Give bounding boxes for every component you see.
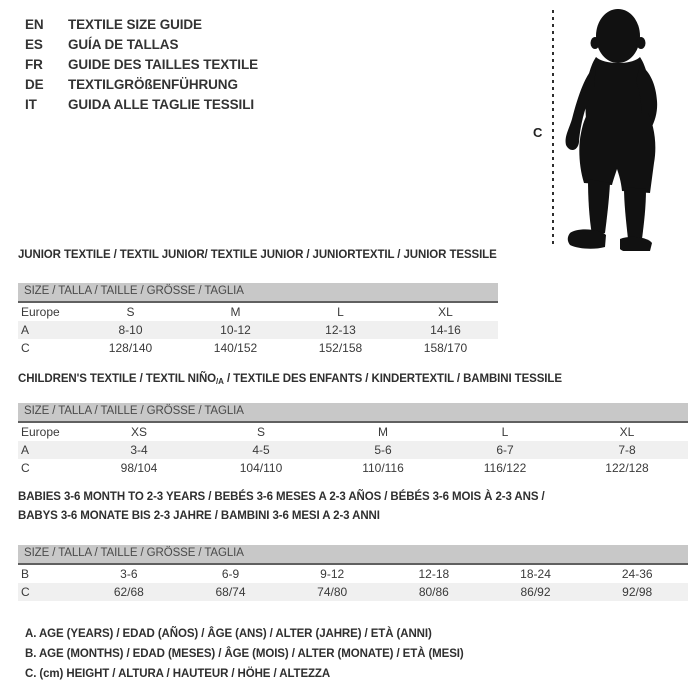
table-row [18, 583, 688, 601]
row-label: A [21, 443, 30, 457]
table-cell: M [378, 425, 388, 439]
height-measure-label: C [533, 125, 543, 140]
row-label: C [21, 585, 30, 599]
language-row [25, 35, 258, 55]
table-cell: S [256, 425, 265, 439]
table-cell: XS [130, 425, 147, 439]
table-rows [18, 565, 688, 601]
table-cell: M [230, 305, 241, 319]
table-cell: 92/98 [622, 585, 653, 599]
table-cell: 104/110 [239, 461, 283, 475]
table-row [18, 423, 688, 441]
language-code: FR [25, 57, 43, 72]
language-label: GUÍA DE TALLAS [68, 37, 179, 52]
row-label: C [21, 341, 30, 355]
table-title-junior [18, 246, 497, 265]
footnote-line: A. AGE (YEARS) / EDAD (AÑOS) / ÂGE (ANS) / ALTER (JAHRE) / ETÀ (ANNI) [25, 628, 432, 640]
table-cell: 74/80 [317, 585, 348, 599]
row-label: Europe [21, 425, 60, 439]
table-cell: 7-8 [618, 443, 636, 457]
table-cell: L [337, 305, 344, 319]
table-row [18, 339, 498, 357]
size-table-junior [18, 283, 498, 357]
table-rows [18, 303, 498, 357]
table-cell: 4-5 [252, 443, 270, 457]
language-list [25, 15, 258, 115]
table-cell: 10-12 [220, 323, 251, 337]
footnote-line: C. (cm) HEIGHT / ALTURA / HAUTEUR / HÖHE / ALTEZZA [25, 668, 331, 680]
table-cell: 14-16 [430, 323, 461, 337]
language-row [25, 55, 258, 75]
language-row [25, 75, 258, 95]
table-title-babies [18, 488, 545, 526]
table-cell: 140/152 [213, 341, 258, 355]
language-code: DE [25, 77, 44, 92]
table-row [18, 321, 498, 339]
table-cell: 6-7 [496, 443, 514, 457]
table-cell: 110/116 [362, 461, 404, 475]
table-cell: 3-6 [120, 567, 138, 581]
table-row [18, 441, 688, 459]
table-title-line [18, 246, 497, 265]
table-cell: 68/74 [215, 585, 246, 599]
table-cell: 6-9 [221, 567, 240, 581]
table-rows [18, 423, 688, 477]
language-code: EN [25, 17, 44, 32]
table-title-line [18, 488, 545, 507]
table-title-text: CHILDREN'S TEXTILE / TEXTIL NIÑO [18, 373, 217, 385]
table-cell: 122/128 [605, 461, 649, 475]
table-title-line [18, 370, 562, 391]
language-code: ES [25, 37, 43, 52]
table-cell: 62/68 [113, 585, 144, 599]
table-title-text: JUNIOR TEXTILE / TEXTIL JUNIOR/ TEXTILE JUNIOR / JUNIORTEXTIL / JUNIOR TESSILE [18, 249, 497, 261]
table-title-line [18, 507, 545, 526]
table-cell: S [126, 305, 135, 319]
table-row [18, 565, 688, 583]
baby-figure [530, 5, 692, 250]
table-cell: 128/140 [108, 341, 153, 355]
language-label: TEXTILE SIZE GUIDE [68, 17, 202, 32]
table-row [18, 303, 498, 321]
table-cell: 5-6 [374, 443, 392, 457]
table-cell: 12-18 [418, 567, 450, 581]
table-cell: 116/122 [483, 461, 527, 475]
table-cell: 3-4 [130, 443, 148, 457]
table-cell: 12-13 [325, 323, 356, 337]
table-title-text: /A [216, 377, 224, 386]
size-table-babies [18, 545, 688, 601]
table-cell: 158/170 [423, 341, 468, 355]
table-cell: XL [438, 305, 453, 319]
table-cell: 18-24 [520, 567, 551, 581]
language-row [25, 15, 258, 35]
table-cell: 98/104 [120, 461, 158, 475]
table-cell: 80/86 [418, 585, 449, 599]
row-label: Europe [21, 305, 60, 319]
language-row [25, 95, 258, 115]
footnotes [25, 624, 464, 684]
size-header-bar: SIZE / TALLA / TAILLE / GRÖSSE / TAGLIA [18, 403, 688, 423]
language-label: GUIDE DES TAILLES TEXTILE [68, 57, 259, 72]
row-label: C [21, 461, 30, 475]
baby-silhouette-icon [560, 7, 678, 251]
table-cell: XL [619, 425, 635, 439]
table-cell: L [501, 425, 509, 439]
table-cell: 86/92 [520, 585, 551, 599]
language-label: TEXTILGRÖßENFÜHRUNG [68, 77, 238, 92]
language-code: IT [25, 97, 37, 112]
table-title-text: / TEXTILE DES ENFANTS / KINDERTEXTIL / BAMBINI TESSILE [223, 373, 562, 385]
size-header-bar: SIZE / TALLA / TAILLE / GRÖSSE / TAGLIA [18, 283, 498, 303]
table-title-text: BABYS 3-6 MONATE BIS 2-3 JAHRE / BAMBINI 3-6 MESI A 2-3 ANNI [18, 510, 380, 522]
table-row [18, 459, 688, 477]
row-label: B [21, 567, 30, 581]
language-label: GUIDA ALLE TAGLIE TESSILI [68, 97, 254, 112]
table-title-text: BABIES 3-6 MONTH TO 2-3 YEARS / BEBÉS 3-6 MESES A 2-3 AÑOS / BÉBÉS 3-6 MOIS À 2-3 ANS / [18, 491, 545, 503]
size-table-children [18, 403, 688, 477]
table-cell: 9-12 [320, 567, 345, 581]
table-title-children [18, 370, 562, 391]
height-dashed-line [552, 10, 554, 247]
row-label: A [21, 323, 30, 337]
size-header-bar: SIZE / TALLA / TAILLE / GRÖSSE / TAGLIA [18, 545, 688, 565]
table-cell: 24-36 [621, 567, 653, 581]
table-cell: 152/158 [318, 341, 363, 355]
table-cell: 8-10 [118, 323, 143, 337]
footnote-line: B. AGE (MONTHS) / EDAD (MESES) / ÂGE (MOIS) / ALTER (MONATE) / ETÀ (MESI) [25, 648, 464, 660]
